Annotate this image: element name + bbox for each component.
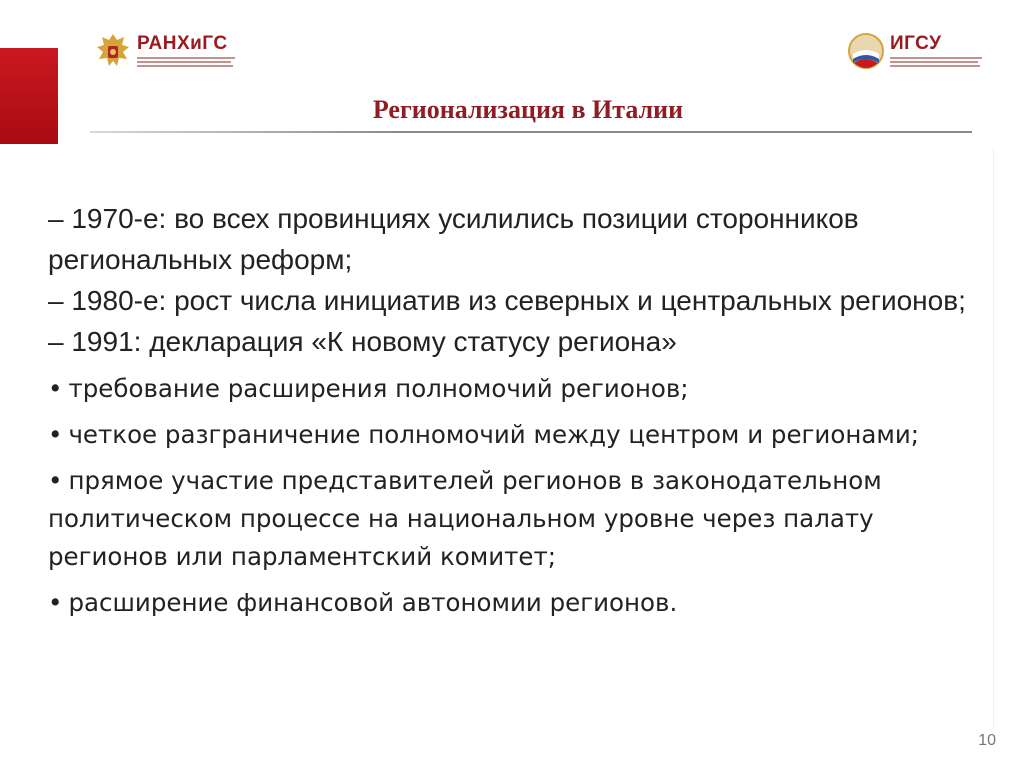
page-number: 10 (978, 732, 996, 749)
bullet-text: четкое разграничение полномочий между центром и регионами; (68, 420, 920, 449)
bullet-text: требование расширения полномочий регионов; (68, 374, 689, 403)
bullet-text: расширение финансовой автономии регионов. (68, 588, 678, 617)
bullet-item-participation (48, 462, 983, 576)
slide-body (48, 198, 983, 622)
bullet-icon: • (48, 466, 63, 495)
igsu-logo-name: ИГСУ (890, 32, 942, 54)
right-divider (993, 148, 994, 728)
bullet-item-delimitation (48, 416, 983, 454)
ranepa-logo (93, 30, 235, 72)
eagle-emblem-icon (93, 30, 133, 72)
bullet-item-powers (48, 370, 983, 408)
bullet-icon: • (48, 588, 63, 617)
timeline-item-1980: – 1980-е: рост числа инициатив из северных и центральных регионов; (48, 285, 966, 316)
slide-title: Регионализация в Италии (372, 95, 684, 124)
timeline-item-1991: – 1991: декларация «К новому статусу региона» (48, 326, 677, 357)
title-underline (90, 131, 972, 133)
igsu-logo (846, 30, 982, 72)
bullet-icon: • (48, 374, 63, 403)
bullet-icon: • (48, 420, 63, 449)
igsu-logo-subtitle (890, 57, 982, 69)
flag-globe-emblem-icon (846, 30, 886, 72)
timeline-item-1970: – 1970-е: во всех провинциях усилились позиции сторонников региональных реформ; (48, 203, 859, 275)
ranepa-logo-subtitle (137, 57, 235, 69)
bullet-text: прямое участие представителей регионов в законодательном политическом процессе на национальном уровне через палату регионов или парламентский комитет; (48, 466, 882, 571)
bullet-item-financial (48, 584, 983, 622)
ranepa-logo-name: РАНХиГС (137, 32, 228, 54)
